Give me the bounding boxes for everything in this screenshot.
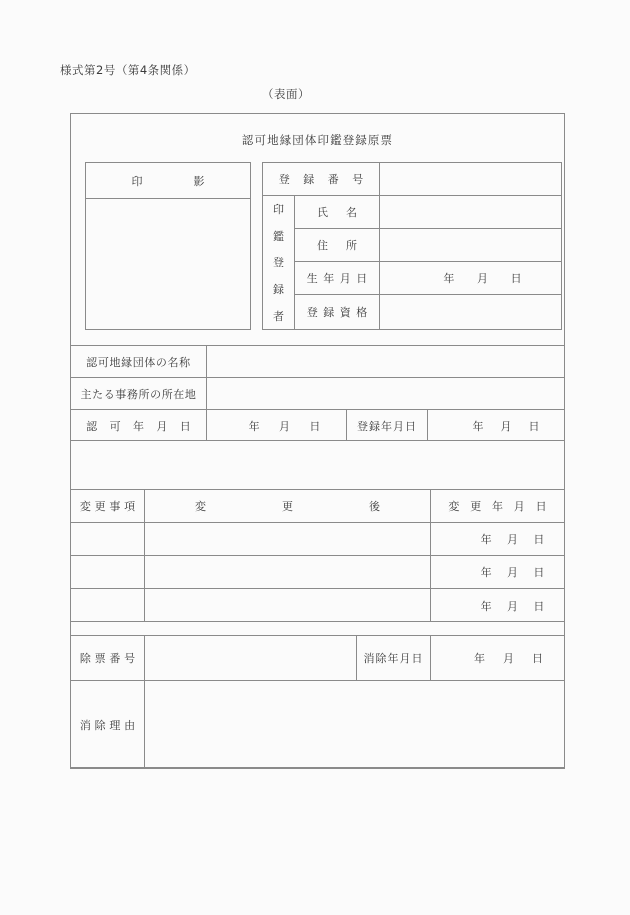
approval-char-0: 認 [86, 419, 98, 433]
qual-char-3: 格 [356, 306, 368, 319]
page-side-label: （表面） [262, 87, 310, 101]
chg-date-char-2: 年 [491, 500, 503, 513]
deletion-reason-label [71, 681, 145, 769]
qual-char-2: 資 [339, 306, 351, 319]
reason-char-0: 消 [79, 719, 91, 732]
registrant-qualification-label [295, 295, 380, 329]
vlabel-char-0: 印 [273, 203, 284, 217]
reg-no-char-2: 番 [327, 173, 339, 186]
chg2-unit-year: 年 [480, 599, 492, 613]
change-table [70, 489, 565, 622]
registration-number-field[interactable] [380, 163, 561, 196]
slip-char-1: 票 [94, 652, 106, 665]
registrant-block [262, 162, 562, 330]
chg-after-char-2: 後 [369, 500, 380, 513]
approval-char-3: 月 [156, 419, 168, 433]
registrant-address-field[interactable] [380, 229, 561, 262]
chg-after-char-0: 変 [195, 500, 206, 513]
regdate-unit-year: 年 [472, 419, 484, 433]
reason-char-3: 由 [124, 719, 136, 732]
vlabel-char-1: 鑑 [273, 229, 284, 243]
reg-no-char-3: 号 [352, 173, 364, 186]
form-number: 様式第2号（第4条関係） [60, 63, 196, 77]
group-name-label-text: 認可地縁団体の名称 [86, 355, 191, 369]
table-row[interactable] [71, 556, 145, 589]
registrant-name-label [295, 196, 380, 229]
birth-unit-month: 月 [476, 272, 488, 285]
registrant-address-label [295, 229, 380, 262]
chg-date-char-1: 更 [470, 500, 482, 513]
chg-date-char-0: 変 [448, 500, 460, 513]
change-row-2-date-field[interactable] [431, 589, 564, 622]
chg2-unit-day: 日 [533, 599, 545, 613]
approval-unit-month: 月 [278, 419, 290, 433]
address-char-0: 住 [317, 239, 328, 252]
birth-unit-day: 日 [510, 272, 522, 285]
seal-header-char-0: 印 [131, 174, 143, 188]
vlabel-char-4: 者 [273, 309, 284, 323]
approval-date-field[interactable] [207, 410, 347, 441]
birth-char-2: 月 [339, 272, 351, 285]
approval-unit-year: 年 [248, 419, 260, 433]
birth-char-1: 年 [323, 272, 335, 285]
registrant-birthdate-label [295, 262, 380, 295]
change-row-0-after-field[interactable] [145, 523, 431, 556]
change-row-1-date-field[interactable] [431, 556, 564, 589]
chg1-unit-day: 日 [533, 566, 545, 579]
chg-after-char-1: 更 [282, 500, 293, 513]
seal-impression-field[interactable] [86, 199, 250, 329]
deletion-block [70, 635, 565, 769]
seal-impression-header [86, 163, 250, 199]
chg-date-char-3: 月 [513, 500, 525, 513]
group-office-label [71, 378, 207, 410]
approval-char-2: 年 [132, 419, 144, 433]
regdate-unit-month: 月 [500, 419, 512, 433]
chg-date-char-4: 日 [535, 500, 547, 513]
approval-unit-day: 日 [309, 419, 321, 433]
name-char-0: 氏 [317, 206, 328, 219]
slip-char-3: 号 [124, 652, 136, 665]
change-row-1-after-field[interactable] [145, 556, 431, 589]
seal-header-char-1: 影 [193, 174, 205, 188]
birth-unit-year: 年 [443, 272, 455, 285]
change-after-header [145, 490, 431, 523]
name-char-1: 名 [346, 206, 357, 219]
form-outer-frame [70, 113, 565, 768]
qual-char-1: 録 [323, 306, 335, 319]
deletion-date-label-text: 消除年月日 [363, 652, 424, 665]
registration-number-label [263, 163, 380, 196]
table-row[interactable] [71, 523, 145, 556]
approval-char-1: 可 [109, 419, 121, 433]
chg-item-char-2: 事 [109, 500, 121, 513]
registration-date-label-text: 登録年月日 [357, 419, 417, 433]
deletion-date-label [357, 636, 431, 681]
slip-number-field[interactable] [145, 636, 357, 681]
change-row-0-date-field[interactable] [431, 523, 564, 556]
slip-char-0: 除 [79, 652, 91, 665]
birth-char-3: 日 [356, 272, 368, 285]
deletion-date-field[interactable] [431, 636, 564, 681]
vlabel-char-3: 録 [273, 283, 284, 297]
del-unit-day: 日 [532, 652, 543, 665]
reg-no-char-0: 登 [278, 173, 290, 186]
registration-date-field[interactable] [428, 410, 564, 441]
chg2-unit-month: 月 [506, 599, 518, 613]
chg1-unit-month: 月 [506, 566, 518, 579]
address-char-1: 所 [346, 239, 357, 252]
chg-item-char-3: 項 [124, 500, 136, 513]
reg-no-char-1: 録 [303, 173, 315, 186]
change-item-header [71, 490, 145, 523]
reason-char-2: 理 [109, 719, 121, 732]
registrant-qualification-field[interactable] [380, 295, 561, 329]
change-date-header [431, 490, 564, 523]
change-row-2-after-field[interactable] [145, 589, 431, 622]
group-name-field[interactable] [207, 346, 564, 378]
qual-char-0: 登 [306, 306, 318, 319]
group-details-block [70, 345, 565, 441]
vlabel-char-2: 登 [273, 256, 284, 270]
reason-char-1: 除 [94, 719, 106, 732]
registration-date-label [347, 410, 428, 441]
approval-char-4: 日 [179, 419, 191, 433]
chg-item-char-0: 変 [79, 500, 91, 513]
group-office-field[interactable] [207, 378, 564, 410]
approval-date-label [71, 410, 207, 441]
registrant-birthdate-field[interactable] [380, 262, 561, 295]
group-name-label [71, 346, 207, 378]
deletion-reason-field[interactable] [145, 681, 564, 769]
chg1-unit-year: 年 [480, 566, 492, 579]
page-title: 認可地縁団体印鑑登録原票 [241, 133, 394, 147]
registrant-vertical-label [263, 196, 295, 329]
chg0-unit-month: 月 [506, 533, 518, 546]
chg0-unit-day: 日 [533, 533, 545, 546]
table-row[interactable] [71, 589, 145, 622]
chg0-unit-year: 年 [480, 533, 492, 546]
regdate-unit-day: 日 [528, 419, 540, 433]
slip-number-label [71, 636, 145, 681]
del-unit-year: 年 [474, 652, 485, 665]
registrant-name-field[interactable] [380, 196, 561, 229]
birth-char-0: 生 [306, 272, 318, 285]
group-office-label-text: 主たる事務所の所在地 [80, 387, 197, 401]
chg-item-char-1: 更 [94, 500, 106, 513]
slip-char-2: 番 [109, 652, 121, 665]
del-unit-month: 月 [503, 652, 514, 665]
seal-impression-box [85, 162, 251, 330]
